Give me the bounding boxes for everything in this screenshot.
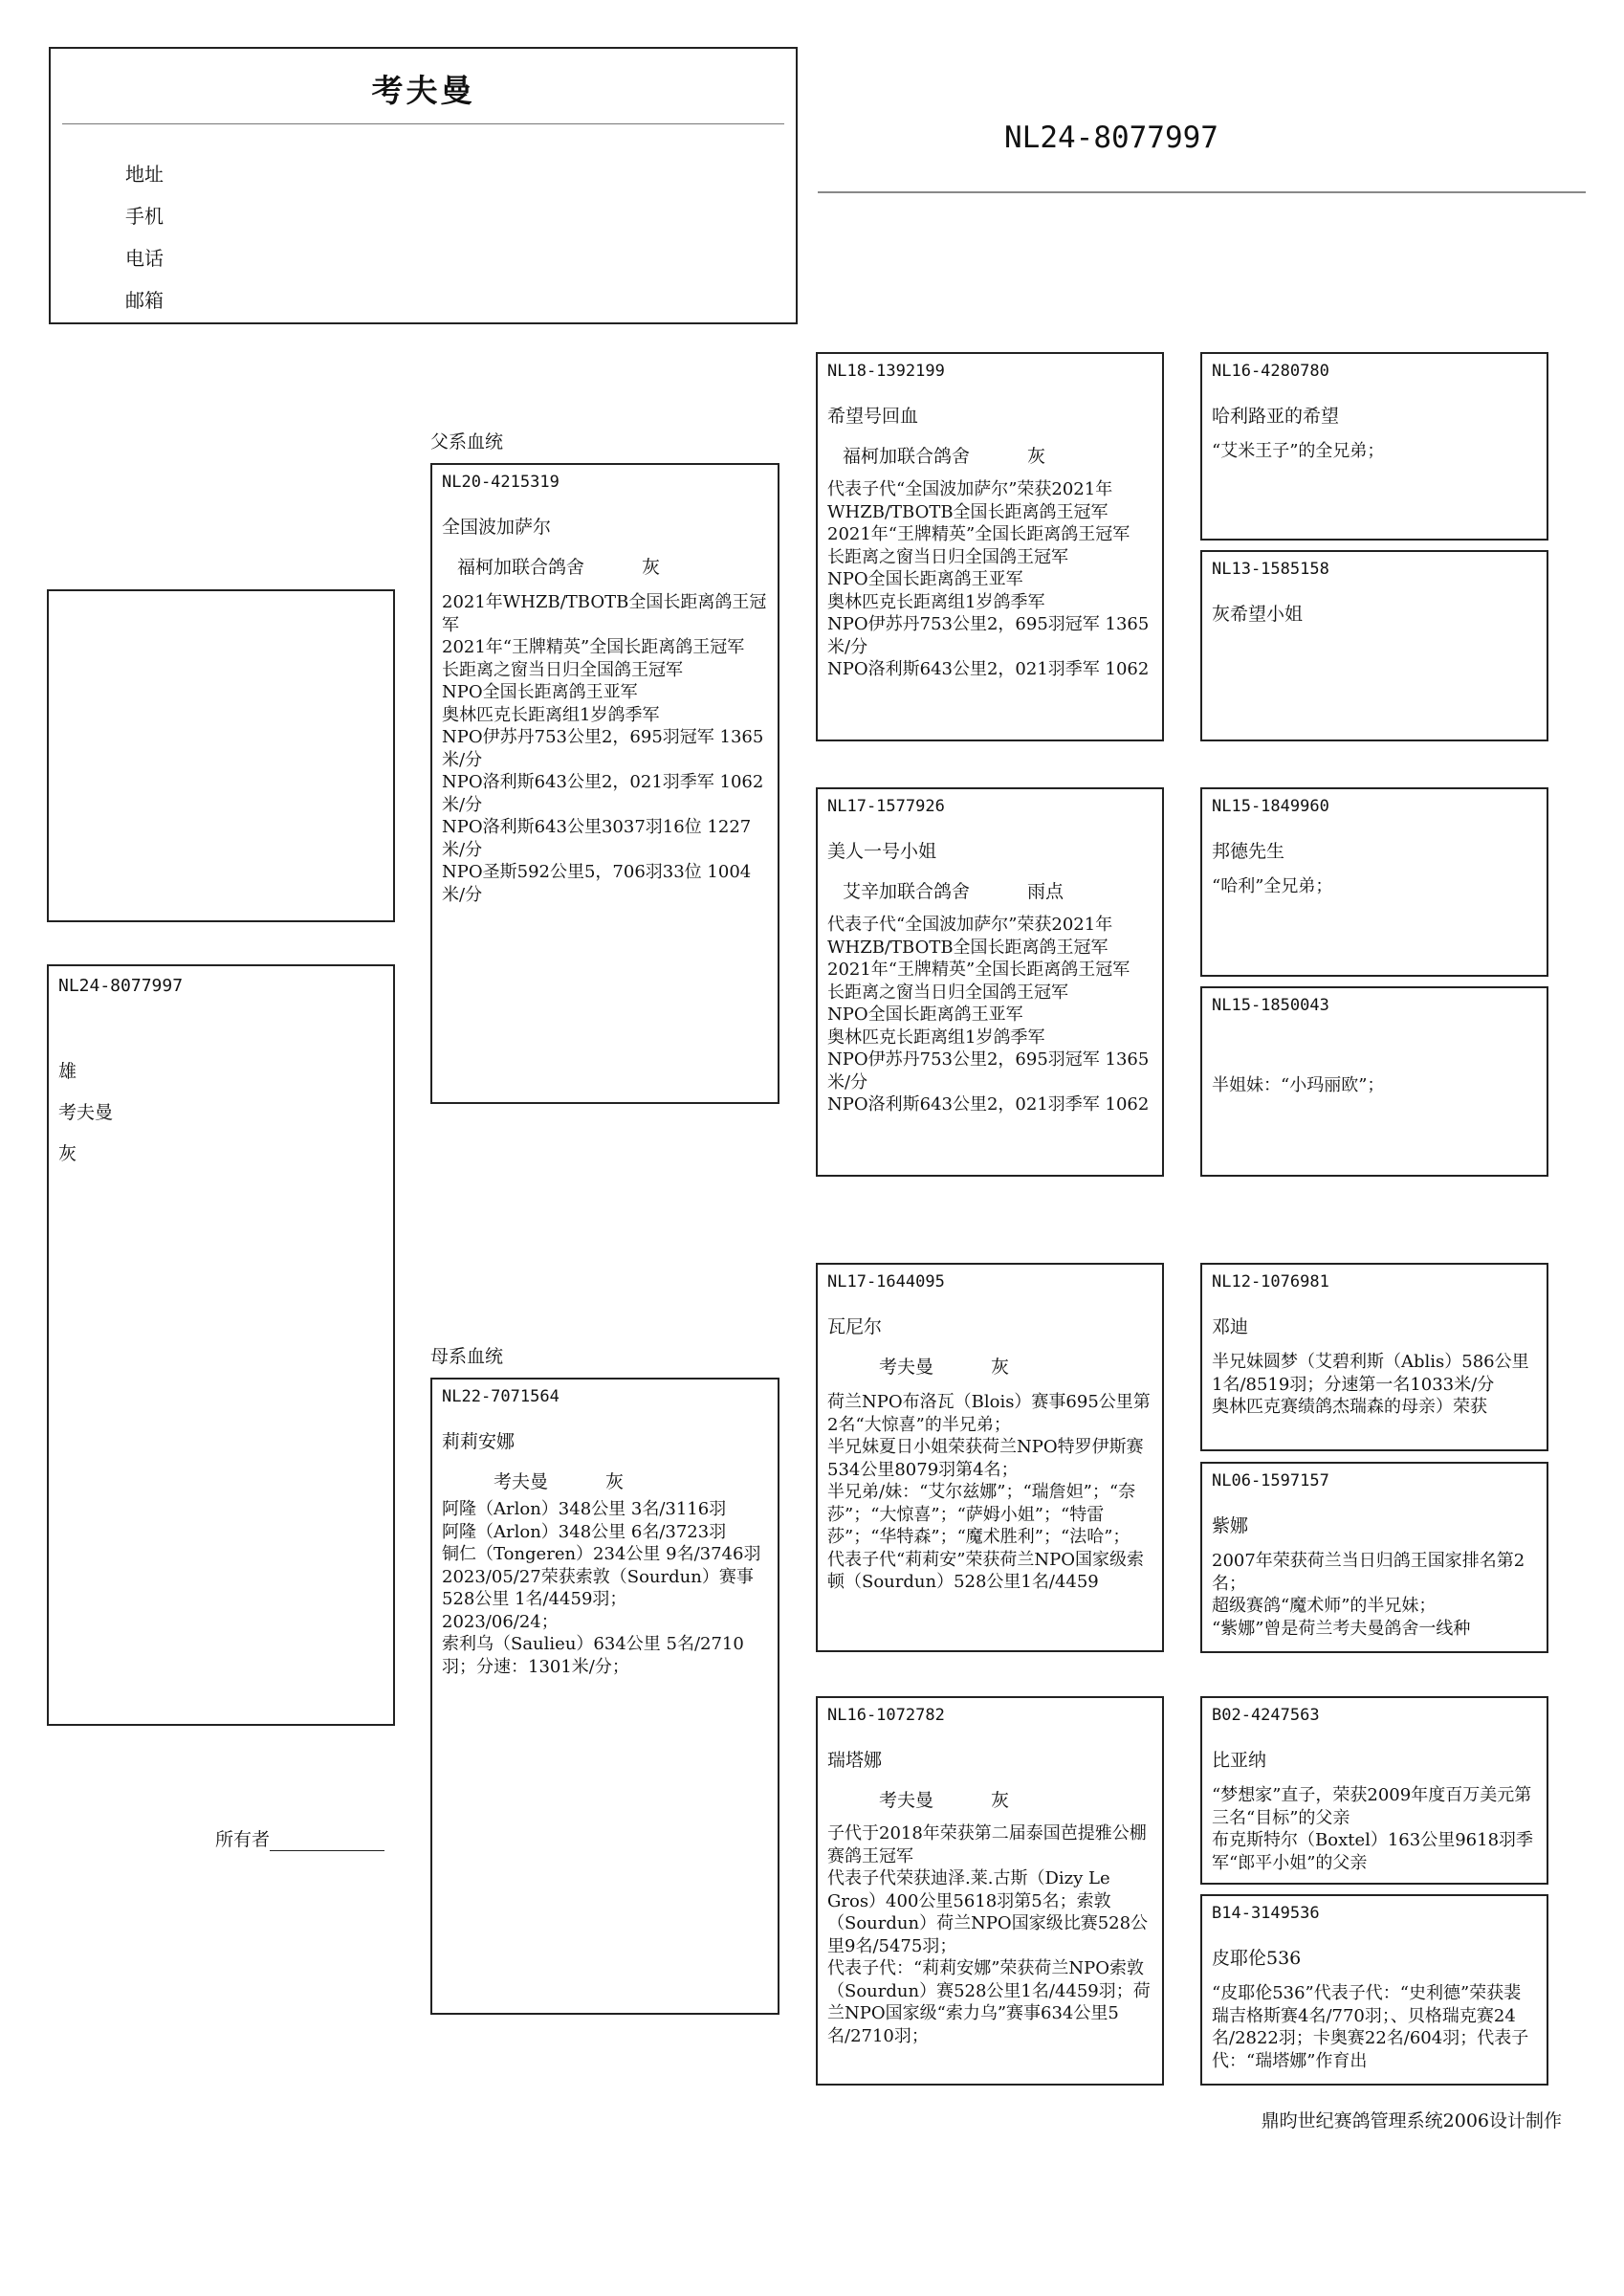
sire-info-line: NPO伊苏丹753公里2，695羽冠军 1365米/分 <box>442 727 764 770</box>
sire-owner-row <box>457 553 660 579</box>
sire-section-label: 父系血统 <box>430 431 504 453</box>
dss-name: 邓迪 <box>1212 1316 1249 1337</box>
dd-card <box>816 1696 1164 2086</box>
bird-color: 灰 <box>58 1143 77 1164</box>
dss-ring: NL12-1076981 <box>1212 1272 1329 1292</box>
dam-owner: 考夫曼 <box>494 1471 549 1492</box>
ds-ring: NL17-1644095 <box>827 1272 945 1292</box>
dss-info-line: 半兄妹圆梦（艾碧利斯（Ablis）586公里 1名/8519羽；分速第一名1033米/分 <box>1212 1352 1529 1395</box>
sds-card <box>1200 787 1548 977</box>
address-label: 地址 <box>125 163 164 186</box>
sdd-card <box>1200 986 1548 1177</box>
ddd-ring: B14-3149536 <box>1212 1904 1320 1923</box>
ss-name: 希望号回血 <box>827 406 919 427</box>
ds-info <box>827 1391 1152 1594</box>
ss-info-line: NPO全国长距离鸽王亚军 <box>827 569 1023 589</box>
ds-owner-row <box>879 1353 1009 1379</box>
dd-info <box>827 1822 1152 2047</box>
dd-owner-row <box>879 1786 1009 1812</box>
sire-info-line: 2021年WHZB/TBOTB全国长距离鸽王冠军 <box>442 592 767 635</box>
footer-credit: 鼎昀世纪赛鸽管理系统2006设计制作 <box>1261 2110 1562 2131</box>
sd-info-line: 奥林匹克长距离组1岁鸽季军 <box>827 1027 1045 1048</box>
owner-label: 所有者 <box>215 1829 271 1850</box>
sire-info-line: NPO洛利斯643公里2，021羽季军 1062米/分 <box>442 772 764 815</box>
sire-info-line: 长距离之窗当日归全国鸽王冠军 <box>442 659 683 680</box>
sss-info <box>1212 440 1537 463</box>
ssd-ring: NL13-1585158 <box>1212 560 1329 579</box>
sd-owner-row <box>843 877 1064 903</box>
sd-info-line: NPO全国长距离鸽王亚军 <box>827 1004 1023 1025</box>
ddd-info-line: “皮耶伦536”代表子代：“史利德”荣获裴瑞吉格斯赛4名/770羽；、贝格瑞克赛24名/2822羽；卡奥赛22名/604羽；代表子代：“瑞塔娜”作育出 <box>1212 1983 1529 2071</box>
ds-card <box>816 1263 1164 1652</box>
bird-sex: 雄 <box>58 1061 77 1082</box>
dsd-name: 紫娜 <box>1212 1515 1249 1536</box>
ss-owner: 福柯加联合鸽舍 <box>843 446 971 467</box>
ss-info-line: 2021年“王牌精英”全国长距离鸽王冠军 <box>827 524 1130 544</box>
sds-name: 邦德先生 <box>1212 841 1285 862</box>
top-divider <box>818 191 1586 193</box>
dsd-info <box>1212 1550 1537 1640</box>
dss-info <box>1212 1351 1537 1419</box>
sds-info-line: “哈利”全兄弟； <box>1212 876 1333 896</box>
owner-line <box>215 1825 384 1851</box>
dam-card <box>430 1378 779 2015</box>
sd-info-line: 2021年“王牌精英”全国长距离鸽王冠军 <box>827 960 1130 980</box>
dam-info-line: 阿隆（Arlon）348公里 3名/3116羽 <box>442 1499 727 1519</box>
header-title: 考夫曼 <box>371 72 475 109</box>
sire-info-line: NPO洛利斯643公里3037羽16位 1227米/分 <box>442 817 752 860</box>
ss-info <box>827 478 1152 681</box>
sss-info-line: “艾米王子”的全兄弟； <box>1212 441 1385 461</box>
ds-info-line: 荷兰NPO布洛瓦（Blois）赛事695公里第2名“大惊喜”的半兄弟； <box>827 1392 1151 1435</box>
dsd-info-line: 2007年荣获荷兰当日归鸽王国家排名第2名； <box>1212 1551 1525 1594</box>
sd-info-line: 长距离之窗当日归全国鸽王冠军 <box>827 982 1068 1003</box>
sire-color: 灰 <box>642 557 661 578</box>
dss-card <box>1200 1263 1548 1451</box>
ds-info-line: 半兄弟/妹：“艾尔兹娜”；“瑞詹妲”；“奈莎”；“大惊喜”；“萨姆小姐”；“特雷莎”；“华特森”；“魔术胜利”；“法哈”； <box>827 1482 1136 1547</box>
email-label: 邮箱 <box>125 289 164 312</box>
photo-box <box>47 589 395 922</box>
mobile-label: 手机 <box>125 205 164 228</box>
sss-card <box>1200 352 1548 541</box>
ss-info-line: 长距离之窗当日归全国鸽王冠军 <box>827 546 1068 567</box>
header-box <box>49 47 798 324</box>
sire-info <box>442 591 768 906</box>
bird-breeder: 考夫曼 <box>58 1102 114 1123</box>
dds-card <box>1200 1696 1548 1885</box>
sire-info-line: NPO全国长距离鸽王亚军 <box>442 682 638 702</box>
sss-name: 哈利路亚的希望 <box>1212 406 1340 427</box>
sire-info-line: NPO圣斯592公里5，706羽33位 1004米/分 <box>442 862 752 905</box>
bird-box <box>47 964 395 1726</box>
dds-name: 比亚纳 <box>1212 1750 1267 1771</box>
top-ring-number: NL24-8077997 <box>1004 121 1218 155</box>
ss-ring: NL18-1392199 <box>827 362 945 381</box>
dam-ring: NL22-7071564 <box>442 1387 560 1406</box>
ss-info-line: 代表子代“全国波加萨尔”荣获2021年WHZB/TBOTB全国长距离鸽王冠军 <box>827 479 1113 522</box>
ds-owner: 考夫曼 <box>879 1357 934 1378</box>
dsd-info-line: 超级赛鸽“魔术师”的半兄妹； <box>1212 1596 1437 1616</box>
sd-owner: 艾辛加联合鸽舍 <box>843 881 971 902</box>
sire-info-line: 奥林匹克长距离组1岁鸽季军 <box>442 704 660 725</box>
sd-ring: NL17-1577926 <box>827 797 945 816</box>
sdd-info-line: 半姐妹：“小玛丽欧”； <box>1212 1075 1385 1095</box>
dam-owner-row <box>494 1468 624 1493</box>
sd-info-line: 代表子代“全国波加萨尔”荣获2021年WHZB/TBOTB全国长距离鸽王冠军 <box>827 915 1113 958</box>
ssd-name: 灰希望小姐 <box>1212 604 1304 625</box>
dds-info-line: 布克斯特尔（Boxtel）163公里9618羽季军“郎平小姐”的父亲 <box>1212 1830 1534 1873</box>
ss-info-line: 奥林匹克长距离组1岁鸽季军 <box>827 591 1045 612</box>
sd-info <box>827 914 1152 1116</box>
sd-info-line: NPO伊苏丹753公里2，695羽冠军 1365米/分 <box>827 1049 1150 1093</box>
ds-color: 灰 <box>991 1357 1010 1378</box>
sdd-info <box>1212 1074 1537 1097</box>
ss-info-line: NPO洛利斯643公里2，021羽季军 1062 <box>827 659 1150 679</box>
dd-color: 灰 <box>991 1790 1010 1811</box>
dam-info-line: 索利乌（Saulieu）634公里 5名/2710羽；分速：1301米/分； <box>442 1634 744 1677</box>
sd-name: 美人一号小姐 <box>827 841 937 862</box>
bird-ring: NL24-8077997 <box>58 976 184 996</box>
ds-info-line: 代表子代“莉莉安”荣获荷兰NPO国家级索顿（Sourdun）528公里1名/4459 <box>827 1549 1145 1592</box>
dam-info-line: 2023/06/24； <box>442 1611 559 1632</box>
dd-owner: 考夫曼 <box>879 1790 934 1811</box>
owner-blank <box>270 1831 384 1851</box>
dd-info-line: 子代于2018年荣获第二届泰国芭提雅公棚赛鸽王冠军 <box>827 1823 1147 1866</box>
dd-ring: NL16-1072782 <box>827 1706 945 1725</box>
dam-section-label: 母系血统 <box>430 1346 504 1367</box>
ds-info-line: 半兄妹夏日小姐荣获荷兰NPO特罗伊斯赛534公里8079羽第4名； <box>827 1437 1144 1480</box>
sire-card <box>430 463 779 1104</box>
header-divider <box>62 123 784 124</box>
sd-info-line: NPO洛利斯643公里2，021羽季军 1062 <box>827 1094 1150 1115</box>
sire-owner: 福柯加联合鸽舍 <box>457 557 585 578</box>
dam-color: 灰 <box>605 1471 625 1492</box>
sds-ring: NL15-1849960 <box>1212 797 1329 816</box>
sire-name: 全国波加萨尔 <box>442 517 552 538</box>
dam-info-line: 阿隆（Arlon）348公里 6名/3723羽 <box>442 1521 727 1542</box>
dsd-ring: NL06-1597157 <box>1212 1471 1329 1490</box>
sire-info-line: 2021年“王牌精英”全国长距离鸽王冠军 <box>442 637 745 657</box>
phone-label: 电话 <box>125 247 164 270</box>
dd-info-line: 代表子代：“莉莉安娜”荣获荷兰NPO索敦（Sourdun）赛528公里1名/4459羽；荷兰NPO国家级“索力乌”赛事634公里5名/2710羽； <box>827 1958 1151 2046</box>
dam-info-line: 2023/05/27荣获索敦（Sourdun）赛事528公里 1名/4459羽； <box>442 1566 754 1609</box>
ds-name: 瓦尼尔 <box>827 1316 883 1337</box>
dsd-info-line: “紫娜”曾是荷兰考夫曼鸽舍一线种 <box>1212 1618 1471 1639</box>
dd-name: 瑞塔娜 <box>827 1750 883 1771</box>
dam-info-line: 铜仁（Tongeren）234公里 9名/3746羽 <box>442 1544 761 1564</box>
sd-color: 雨点 <box>1027 881 1064 902</box>
ss-card <box>816 352 1164 741</box>
dds-info <box>1212 1784 1537 1874</box>
sd-card <box>816 787 1164 1177</box>
dam-info <box>442 1498 768 1678</box>
ddd-card <box>1200 1894 1548 2086</box>
ddd-info <box>1212 1982 1537 2072</box>
dds-ring: B02-4247563 <box>1212 1706 1320 1725</box>
dss-info-line: 奥林匹克赛绩鸽杰瑞森的母亲）荣获 <box>1212 1397 1487 1417</box>
dam-name: 莉莉安娜 <box>442 1431 516 1452</box>
dd-info-line: 代表子代荣获迪泽.莱.古斯（Dizy Le Gros）400公里5618羽第5名；索敦（Sourdun）荷兰NPO国家级比赛528公里9名/5475羽； <box>827 1868 1149 1956</box>
ss-info-line: NPO伊苏丹753公里2，695羽冠军 1365米/分 <box>827 614 1150 657</box>
dds-info-line: “梦想家”直子，荣获2009年度百万美元第三名“目标”的父亲 <box>1212 1785 1532 1828</box>
ss-owner-row <box>843 442 1045 468</box>
sdd-ring: NL15-1850043 <box>1212 996 1329 1015</box>
sss-ring: NL16-4280780 <box>1212 362 1329 381</box>
ssd-card <box>1200 550 1548 741</box>
ddd-name: 皮耶伦536 <box>1212 1948 1302 1969</box>
ss-color: 灰 <box>1027 446 1046 467</box>
sire-ring: NL20-4215319 <box>442 473 560 492</box>
dsd-card <box>1200 1462 1548 1653</box>
sds-info <box>1212 875 1537 898</box>
